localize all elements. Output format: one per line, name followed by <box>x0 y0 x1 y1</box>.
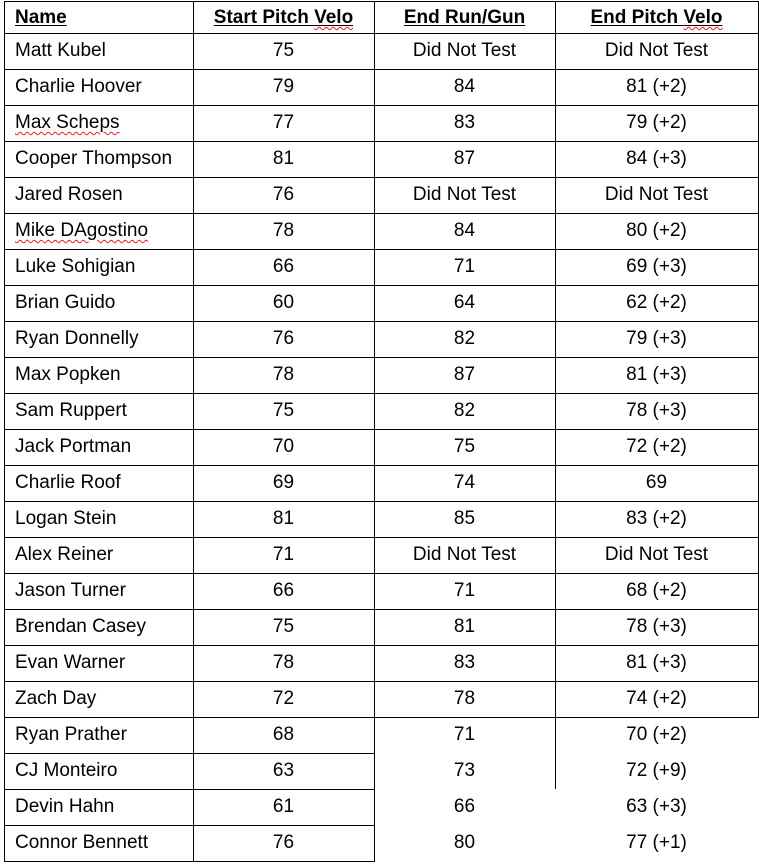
player-name-cell-text: Ryan Prather <box>15 724 127 745</box>
player-name-cell <box>4 213 193 249</box>
start-pitch-velo-cell <box>193 465 374 501</box>
start-pitch-velo-cell-text: 68 <box>272 724 295 745</box>
start-pitch-velo-cell-text: 75 <box>272 400 295 421</box>
end-run-gun-cell-text: 64 <box>453 292 476 313</box>
header-end-pitch-prefix: End Pitch <box>590 7 684 28</box>
end-pitch-velo-cell-text: 72 (+9) <box>626 760 687 781</box>
row-divider <box>4 33 759 34</box>
end-pitch-velo-cell <box>555 357 758 393</box>
player-name-cell-text: Sam Ruppert <box>15 400 127 421</box>
start-pitch-velo-cell-text: 75 <box>272 40 295 61</box>
row-divider <box>4 105 759 106</box>
end-run-gun-cell <box>374 105 555 141</box>
end-pitch-velo-cell-text: Did Not Test <box>604 544 709 565</box>
row-divider <box>4 861 375 862</box>
start-pitch-velo-cell <box>193 249 374 285</box>
player-name-cell-text: Ryan Donnelly <box>15 328 139 349</box>
player-name-cell <box>4 609 193 645</box>
player-name-cell <box>4 285 193 321</box>
end-run-gun-cell-text: 87 <box>453 364 476 385</box>
row-divider <box>4 1 759 2</box>
player-name-cell-text: Logan Stein <box>15 508 117 529</box>
start-pitch-velo-cell-text: 71 <box>272 544 295 565</box>
end-run-gun-cell <box>374 465 555 501</box>
end-pitch-velo-cell <box>555 177 758 213</box>
end-pitch-velo-cell <box>555 213 758 249</box>
start-pitch-velo-cell <box>193 213 374 249</box>
end-run-gun-cell <box>374 357 555 393</box>
start-pitch-velo-cell-text: 77 <box>272 112 295 133</box>
end-pitch-velo-cell <box>555 249 758 285</box>
end-pitch-velo-cell <box>555 789 758 825</box>
start-pitch-velo-cell-text: 75 <box>272 616 295 637</box>
player-name-cell <box>4 33 193 69</box>
start-pitch-velo-cell <box>193 537 374 573</box>
end-pitch-velo-cell <box>555 141 758 177</box>
player-name-cell <box>4 105 193 141</box>
player-name-cell-text: Devin Hahn <box>15 796 115 817</box>
end-pitch-velo-cell-text: Did Not Test <box>604 40 709 61</box>
start-pitch-velo-cell <box>193 393 374 429</box>
table-row <box>4 357 758 393</box>
row-divider <box>4 681 759 682</box>
table-row <box>4 393 758 429</box>
end-pitch-velo-cell-text: 84 (+3) <box>626 148 687 169</box>
start-pitch-velo-cell-text: 60 <box>272 292 295 313</box>
player-name-cell <box>4 573 193 609</box>
end-pitch-velo-cell-text: 69 <box>645 472 668 493</box>
header-end-pitch-velo <box>555 1 758 33</box>
end-run-gun-cell <box>374 429 555 465</box>
table-row <box>4 177 758 213</box>
start-pitch-velo-cell-text: 70 <box>272 436 295 457</box>
table-row <box>4 321 758 357</box>
end-pitch-velo-cell-text: 69 (+3) <box>626 256 687 277</box>
start-pitch-velo-cell <box>193 177 374 213</box>
end-pitch-velo-cell <box>555 465 758 501</box>
end-run-gun-cell <box>374 249 555 285</box>
start-pitch-velo-cell <box>193 105 374 141</box>
end-run-gun-cell <box>374 177 555 213</box>
end-pitch-velo-cell <box>555 69 758 105</box>
player-name-cell <box>4 645 193 681</box>
end-run-gun-cell-text: 81 <box>453 616 476 637</box>
end-pitch-velo-cell <box>555 393 758 429</box>
end-run-gun-cell <box>374 609 555 645</box>
table-row <box>4 285 758 321</box>
end-pitch-velo-cell-text: 81 (+3) <box>626 652 687 673</box>
player-name-cell-text: CJ Monteiro <box>15 760 118 781</box>
player-name-cell-text: Jack Portman <box>15 436 132 457</box>
end-run-gun-cell-text: 66 <box>453 796 476 817</box>
start-pitch-velo-cell <box>193 825 374 861</box>
end-pitch-velo-cell-text: 74 (+2) <box>626 688 687 709</box>
header-end-run-gun <box>374 1 555 33</box>
end-run-gun-cell-text: 73 <box>453 760 476 781</box>
start-pitch-velo-cell-text: 66 <box>272 580 295 601</box>
header-end-pitch-velo-word: Velo <box>683 7 723 28</box>
start-pitch-velo-cell <box>193 429 374 465</box>
end-run-gun-cell-text: 71 <box>453 580 476 601</box>
table-row <box>4 825 758 861</box>
start-pitch-velo-cell <box>193 645 374 681</box>
player-name-cell-text: Max Scheps <box>15 112 120 133</box>
end-run-gun-cell <box>374 69 555 105</box>
end-pitch-velo-cell <box>555 501 758 537</box>
start-pitch-velo-cell-text: 78 <box>272 652 295 673</box>
row-divider <box>4 357 759 358</box>
grid-vline <box>555 1 556 789</box>
end-run-gun-cell <box>374 825 555 861</box>
end-run-gun-cell-text: 71 <box>453 724 476 745</box>
start-pitch-velo-cell <box>193 141 374 177</box>
table-row <box>4 465 758 501</box>
header-name-label: Name <box>15 7 67 28</box>
header-row <box>4 1 758 33</box>
player-name-cell-text: Charlie Hoover <box>15 76 142 97</box>
velocity-table <box>4 1 758 861</box>
end-pitch-velo-cell-text: 63 (+3) <box>626 796 687 817</box>
end-pitch-velo-cell <box>555 573 758 609</box>
table-row <box>4 609 758 645</box>
end-pitch-velo-cell-text: 79 (+2) <box>626 112 687 133</box>
table-row <box>4 717 758 753</box>
end-pitch-velo-cell-text: 68 (+2) <box>626 580 687 601</box>
end-run-gun-cell-text: 84 <box>453 220 476 241</box>
player-name-cell <box>4 501 193 537</box>
end-pitch-velo-cell <box>555 609 758 645</box>
end-run-gun-cell-text: 82 <box>453 328 476 349</box>
end-pitch-velo-cell <box>555 105 758 141</box>
start-pitch-velo-cell-text: 78 <box>272 220 295 241</box>
header-start-pitch-velo-word: Velo <box>314 7 354 28</box>
table-row <box>4 429 758 465</box>
end-pitch-velo-cell <box>555 717 758 753</box>
player-name-cell-text: Connor Bennett <box>15 832 149 853</box>
end-run-gun-cell <box>374 321 555 357</box>
player-name-cell-text: Luke Sohigian <box>15 256 136 277</box>
end-run-gun-cell-text: 78 <box>453 688 476 709</box>
end-pitch-velo-cell <box>555 645 758 681</box>
player-name-cell-text: Mike DAgostino <box>15 220 149 241</box>
player-name-cell-text: Jared Rosen <box>15 184 123 205</box>
start-pitch-velo-cell-text: 63 <box>272 760 295 781</box>
start-pitch-velo-cell <box>193 357 374 393</box>
player-name-cell <box>4 537 193 573</box>
start-pitch-velo-cell <box>193 285 374 321</box>
end-run-gun-cell-text: 83 <box>453 652 476 673</box>
player-name-cell-text: Brendan Casey <box>15 616 146 637</box>
end-run-gun-cell-text: 82 <box>453 400 476 421</box>
end-run-gun-cell <box>374 573 555 609</box>
table-row <box>4 645 758 681</box>
player-name-cell <box>4 465 193 501</box>
table-row <box>4 753 758 789</box>
row-divider <box>4 645 759 646</box>
start-pitch-velo-cell <box>193 753 374 789</box>
end-run-gun-cell-text: Did Not Test <box>412 184 517 205</box>
end-run-gun-cell <box>374 789 555 825</box>
end-pitch-velo-cell-text: 81 (+3) <box>626 364 687 385</box>
header-end-run-gun-label: End Run/Gun <box>403 7 526 28</box>
player-name-cell-text: Alex Reiner <box>15 544 114 565</box>
player-name-cell <box>4 357 193 393</box>
end-pitch-velo-cell-text: 78 (+3) <box>626 616 687 637</box>
end-pitch-velo-cell <box>555 681 758 717</box>
end-pitch-velo-cell-text: 79 (+3) <box>626 328 687 349</box>
end-run-gun-cell <box>374 33 555 69</box>
player-name-cell <box>4 141 193 177</box>
row-divider <box>4 825 375 826</box>
start-pitch-velo-cell-text: 81 <box>272 508 295 529</box>
table-row <box>4 681 758 717</box>
start-pitch-velo-cell-text: 76 <box>272 328 295 349</box>
start-pitch-velo-cell-text: 72 <box>272 688 295 709</box>
player-name-cell <box>4 825 193 861</box>
end-run-gun-cell-text: 83 <box>453 112 476 133</box>
end-run-gun-cell-text: Did Not Test <box>412 40 517 61</box>
player-name-cell-text: Evan Warner <box>15 652 126 673</box>
end-pitch-velo-cell-text: 83 (+2) <box>626 508 687 529</box>
player-name-cell <box>4 753 193 789</box>
start-pitch-velo-cell-text: 76 <box>272 832 295 853</box>
player-name-cell-text: Zach Day <box>15 688 97 709</box>
row-divider <box>4 213 759 214</box>
end-pitch-velo-cell <box>555 537 758 573</box>
table-row <box>4 501 758 537</box>
end-pitch-velo-cell-text: 77 (+1) <box>626 832 687 853</box>
grid-vline <box>4 1 5 861</box>
row-divider <box>4 69 759 70</box>
player-name-cell <box>4 321 193 357</box>
row-divider <box>4 537 759 538</box>
end-pitch-velo-cell-text: 78 (+3) <box>626 400 687 421</box>
start-pitch-velo-cell <box>193 789 374 825</box>
end-pitch-velo-cell <box>555 285 758 321</box>
end-pitch-velo-cell <box>555 429 758 465</box>
end-run-gun-cell <box>374 717 555 753</box>
table-row <box>4 141 758 177</box>
row-divider <box>4 717 759 718</box>
end-run-gun-cell-text: 80 <box>453 832 476 853</box>
row-divider <box>4 141 759 142</box>
end-run-gun-cell-text: 75 <box>453 436 476 457</box>
end-pitch-velo-cell-text: 81 (+2) <box>626 76 687 97</box>
start-pitch-velo-cell <box>193 681 374 717</box>
end-pitch-velo-cell <box>555 33 758 69</box>
table-row <box>4 249 758 285</box>
end-run-gun-cell <box>374 681 555 717</box>
grid-vline <box>374 1 375 861</box>
end-run-gun-cell-text: Did Not Test <box>412 544 517 565</box>
start-pitch-velo-cell-text: 61 <box>272 796 295 817</box>
player-name-cell-text: Matt Kubel <box>15 40 106 61</box>
end-run-gun-cell-text: 71 <box>453 256 476 277</box>
start-pitch-velo-cell-text: 81 <box>272 148 295 169</box>
start-pitch-velo-cell-text: 78 <box>272 364 295 385</box>
player-name-cell <box>4 69 193 105</box>
row-divider <box>4 501 759 502</box>
row-divider <box>4 789 375 790</box>
end-run-gun-cell <box>374 537 555 573</box>
player-name-cell-text: Brian Guido <box>15 292 116 313</box>
start-pitch-velo-cell <box>193 501 374 537</box>
end-run-gun-cell <box>374 645 555 681</box>
player-name-cell <box>4 177 193 213</box>
end-run-gun-cell <box>374 141 555 177</box>
start-pitch-velo-cell-text: 66 <box>272 256 295 277</box>
player-name-cell-text: Charlie Roof <box>15 472 121 493</box>
table-row <box>4 33 758 69</box>
end-run-gun-cell <box>374 213 555 249</box>
start-pitch-velo-cell <box>193 717 374 753</box>
end-pitch-velo-cell <box>555 753 758 789</box>
end-run-gun-cell-text: 74 <box>453 472 476 493</box>
start-pitch-velo-cell <box>193 609 374 645</box>
row-divider <box>4 609 759 610</box>
table-row <box>4 105 758 141</box>
end-pitch-velo-cell <box>555 321 758 357</box>
header-start-pitch-velo <box>193 1 374 33</box>
end-run-gun-cell-text: 87 <box>453 148 476 169</box>
end-run-gun-cell <box>374 285 555 321</box>
end-pitch-velo-cell-text: 70 (+2) <box>626 724 687 745</box>
player-name-cell-text: Cooper Thompson <box>15 148 173 169</box>
player-name-cell-text: Jason Turner <box>15 580 126 601</box>
player-name-cell <box>4 393 193 429</box>
row-divider <box>4 285 759 286</box>
end-run-gun-cell-text: 84 <box>453 76 476 97</box>
table-row <box>4 573 758 609</box>
end-run-gun-cell <box>374 393 555 429</box>
end-run-gun-cell <box>374 753 555 789</box>
start-pitch-velo-cell <box>193 573 374 609</box>
row-divider <box>4 321 759 322</box>
row-divider <box>4 573 759 574</box>
end-pitch-velo-cell-text: 80 (+2) <box>626 220 687 241</box>
table-row <box>4 537 758 573</box>
header-start-pitch-prefix: Start Pitch <box>213 7 315 28</box>
player-name-cell <box>4 789 193 825</box>
player-name-cell <box>4 429 193 465</box>
table-row <box>4 789 758 825</box>
player-name-cell <box>4 681 193 717</box>
header-name <box>4 1 193 33</box>
end-run-gun-cell <box>374 501 555 537</box>
start-pitch-velo-cell-text: 76 <box>272 184 295 205</box>
end-pitch-velo-cell-text: Did Not Test <box>604 184 709 205</box>
end-pitch-velo-cell <box>555 825 758 861</box>
start-pitch-velo-cell-text: 79 <box>272 76 295 97</box>
start-pitch-velo-cell <box>193 33 374 69</box>
player-name-cell-text: Max Popken <box>15 364 121 385</box>
row-divider <box>4 393 759 394</box>
table-row <box>4 213 758 249</box>
start-pitch-velo-cell <box>193 321 374 357</box>
start-pitch-velo-cell-text: 69 <box>272 472 295 493</box>
row-divider <box>4 753 375 754</box>
player-name-cell <box>4 717 193 753</box>
player-name-cell <box>4 249 193 285</box>
row-divider <box>4 249 759 250</box>
row-divider <box>4 177 759 178</box>
table-row <box>4 69 758 105</box>
row-divider <box>4 429 759 430</box>
row-divider <box>4 465 759 466</box>
start-pitch-velo-cell <box>193 69 374 105</box>
grid-vline <box>193 1 194 861</box>
end-run-gun-cell-text: 85 <box>453 508 476 529</box>
end-pitch-velo-cell-text: 72 (+2) <box>626 436 687 457</box>
end-pitch-velo-cell-text: 62 (+2) <box>626 292 687 313</box>
